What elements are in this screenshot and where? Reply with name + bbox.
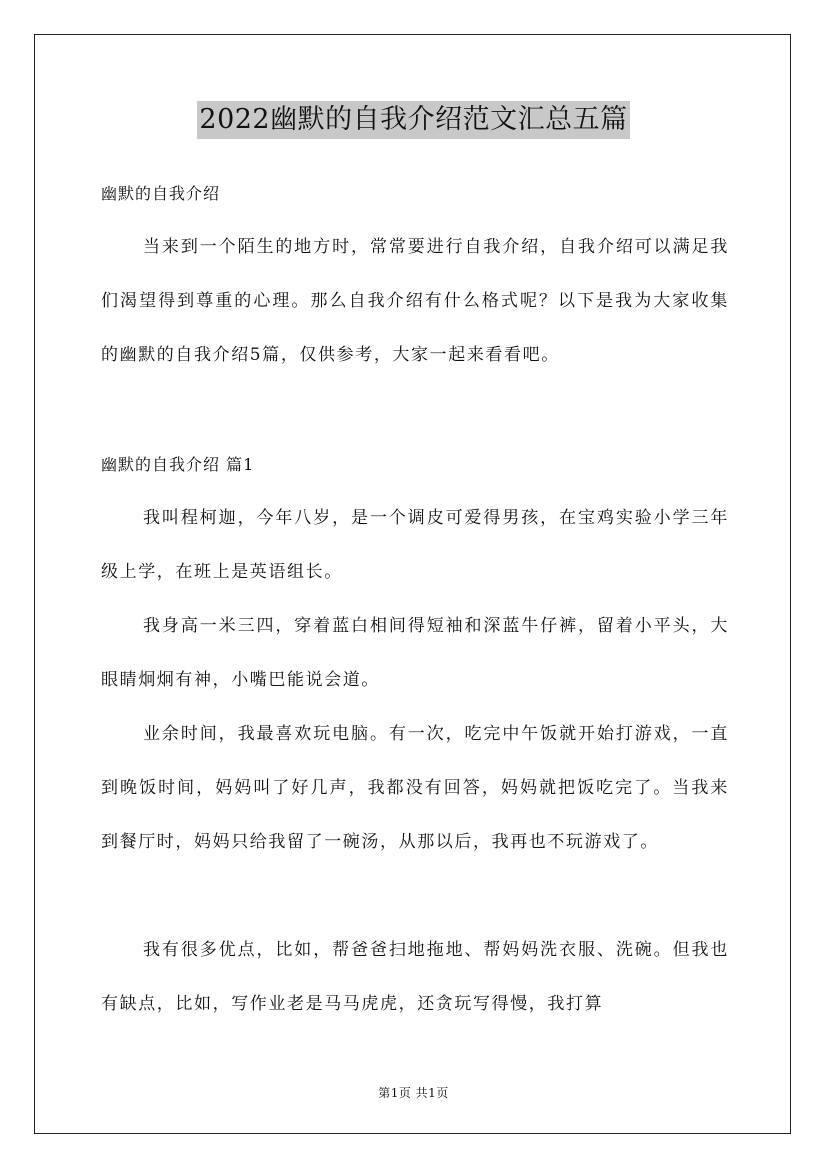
document-title: 2022幽默的自我介绍范文汇总五篇 [197,101,629,139]
intro-heading: 幽默的自我介绍 [101,184,221,203]
section1-paragraph-1: 我叫程柯迦，今年八岁，是一个调皮可爱得男孩，在宝鸡实验小学三年级上学，在班上是英语组长。 [101,508,729,582]
section1-paragraph-2: 我身高一米三四，穿着蓝白相间得短袖和深蓝牛仔裤，留着小平头，大眼睛炯炯有神，小嘴巴能说会道。 [101,616,729,690]
intro-paragraph: 当来到一个陌生的地方时，常常要进行自我介绍，自我介绍可以满足我们渴望得到尊重的心理。那么自我介绍有什么格式呢？以下是我为大家收集的幽默的自我介绍5篇，仅供参考，大家一起来看看吧。 [101,237,729,365]
section1-paragraph-3: 业余时间，我最喜欢玩电脑。有一次，吃完中午饭就开始打游戏，一直到晚饭时间，妈妈叫了好几声，我都没有回答，妈妈就把饭吃完了。当我来到餐厅时，妈妈只给我留了一碗汤，从那以后，我再也不玩游戏了。 [101,724,729,852]
title-container [0,101,827,139]
page-footer: 第1页 共1页 [378,1086,449,1100]
section1-paragraph-4: 我有很多优点，比如，帮爸爸扫地拖地、帮妈妈洗衣服、洗碗。但我也有缺点，比如，写作业老是马马虎虎，还贪玩写得慢，我打算 [101,940,729,1014]
section1-heading: 幽默的自我介绍 篇1 [101,455,255,474]
